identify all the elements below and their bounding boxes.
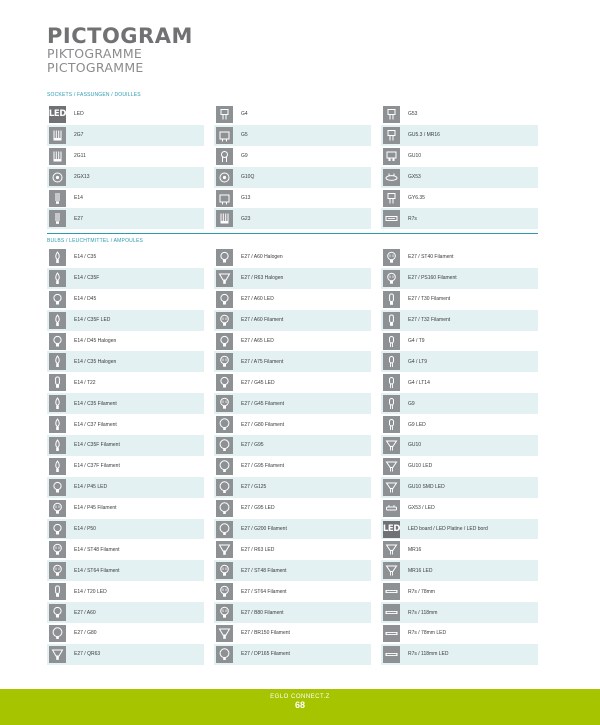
bulbs-item-label: E27 / A75 Filament xyxy=(241,358,284,365)
reflector-bulb-icon xyxy=(49,646,66,663)
sockets-item-label: G53 xyxy=(408,111,418,118)
bulbs-item xyxy=(381,498,538,519)
filament-bulb-icon xyxy=(49,541,66,558)
sockets-item xyxy=(214,188,371,209)
linear-bulb-icon xyxy=(383,625,400,642)
bulbs-item-label: E27 / B80 Filament xyxy=(241,609,284,616)
sockets-item xyxy=(47,104,204,125)
sockets-item-label: 2GX13 xyxy=(74,174,90,181)
bulbs-item-label: E27 / PS160 Filament xyxy=(408,275,457,282)
bulbs-item xyxy=(214,602,371,623)
bulbs-item xyxy=(381,560,538,581)
bulbs-grid xyxy=(47,247,538,665)
bulbs-item xyxy=(381,539,538,560)
pin-socket-icon xyxy=(383,106,400,123)
bulbs-item xyxy=(214,247,371,268)
bulbs-item xyxy=(381,477,538,498)
bulbs-item xyxy=(381,602,538,623)
bulbs-item xyxy=(214,623,371,644)
filament-bulb-icon xyxy=(383,249,400,266)
filament-bulb-icon xyxy=(216,562,233,579)
bulbs-item-label: GU10 LED xyxy=(408,463,433,470)
bulbs-item-label: E27 / ST48 Filament xyxy=(241,567,287,574)
bulbs-item xyxy=(381,372,538,393)
sockets-item-label: G23 xyxy=(241,215,251,222)
sockets-item-label: G4 xyxy=(241,111,248,118)
bulbs-item xyxy=(381,289,538,310)
filament-bulb-icon xyxy=(216,353,233,370)
bulbs-item xyxy=(214,331,371,352)
filament-bulb-icon xyxy=(216,583,233,600)
sockets-item xyxy=(47,146,204,167)
spot-bulb-icon xyxy=(383,541,400,558)
spot-bulb-icon xyxy=(383,479,400,496)
sockets-item xyxy=(47,208,204,229)
bulbs-item xyxy=(214,289,371,310)
capsule-bulb-icon xyxy=(383,395,400,412)
bulbs-item xyxy=(381,644,538,665)
sockets-item-label: GY6.35 xyxy=(408,195,425,201)
bulbs-item-label: E27 / A60 LED xyxy=(241,296,274,303)
bulbs-item xyxy=(47,519,204,540)
bulbs-section-label: BULBS / LEUCHTMITTEL / AMPOULES xyxy=(47,238,144,244)
bulbs-item xyxy=(47,644,204,665)
bulbs-item xyxy=(47,581,204,602)
capsule-bulb-icon xyxy=(383,374,400,391)
bulbs-item xyxy=(214,539,371,560)
bulbs-item-label: E27 / G45 LED xyxy=(241,379,275,386)
sockets-item-label: G9 xyxy=(241,153,248,160)
sockets-item xyxy=(47,125,204,146)
round-bulb-icon xyxy=(216,249,233,266)
bulbs-item-label: E14 / C35 xyxy=(74,254,97,261)
bulbs-item-label: E27 / QR63 xyxy=(74,651,101,658)
sockets-section-label: SOCKETS / FASSUNGEN / DOUILLES xyxy=(47,92,141,98)
bulbs-item xyxy=(381,414,538,435)
compact-socket-icon xyxy=(49,127,66,144)
tube-socket-icon xyxy=(216,127,233,144)
filament-bulb-icon xyxy=(216,312,233,329)
sockets-item-label: GU10 xyxy=(408,153,422,160)
bulbs-item-label: E27 / ST64 Filament xyxy=(241,588,287,595)
globe-bulb-icon xyxy=(216,458,233,475)
bulbs-item xyxy=(47,289,204,310)
led-text-icon: LED xyxy=(383,521,400,538)
ring-socket-icon xyxy=(216,169,233,186)
bulbs-item-label: E14 / C35F Filament xyxy=(74,442,120,449)
candle-bulb-icon xyxy=(49,416,66,433)
sockets-item xyxy=(214,208,371,229)
sockets-item xyxy=(381,146,538,167)
bulbs-item xyxy=(47,623,204,644)
globe-bulb-icon xyxy=(216,500,233,517)
bulbs-item-label: R7s / 118mm LED xyxy=(408,651,449,658)
pin-socket-icon xyxy=(383,127,400,144)
disc-bulb-icon xyxy=(383,500,400,517)
ring-socket-icon xyxy=(49,169,66,186)
bulbs-item xyxy=(214,644,371,665)
globe-bulb-icon xyxy=(216,416,233,433)
sockets-item-label: G13 xyxy=(241,195,251,201)
bulbs-item-label: LED board / LED Platine / LED bord xyxy=(408,526,488,533)
linear-bulb-icon xyxy=(383,646,400,663)
compact-socket-icon xyxy=(49,148,66,165)
bulbs-item-label: GX53 / LED xyxy=(408,505,435,512)
tube-bulb-icon xyxy=(383,291,400,308)
capsule-bulb-icon xyxy=(383,333,400,350)
bulbs-item-label: E27 / R63 Halogen xyxy=(241,275,284,282)
globe-bulb-icon xyxy=(216,479,233,496)
candle-bulb-icon xyxy=(49,395,66,412)
bulbs-item xyxy=(214,498,371,519)
sockets-item-label: LED xyxy=(74,111,84,118)
sockets-item-label: G10Q xyxy=(241,174,255,181)
bulbs-item xyxy=(381,247,538,268)
sockets-item xyxy=(381,188,538,209)
bulbs-item-label: E27 / ST40 Filament xyxy=(408,254,454,261)
bulbs-item-label: E14 / T20 LED xyxy=(74,588,107,595)
bulbs-item-label: MR16 xyxy=(408,546,422,553)
bulbs-item xyxy=(381,310,538,331)
bulbs-item-label: E14 / C35 Filament xyxy=(74,400,117,407)
sockets-item-label: GX53 xyxy=(408,174,421,181)
bulbs-item-label: MR16 LED xyxy=(408,567,433,574)
bulbs-item xyxy=(214,519,371,540)
bulbs-item-label: E27 / G95 Filament xyxy=(241,463,285,470)
sockets-item-label: GU5.3 / MR16 xyxy=(408,132,440,139)
bulbs-item xyxy=(47,351,204,372)
tube-bulb-icon xyxy=(49,374,66,391)
globe-bulb-icon xyxy=(216,437,233,454)
bulbs-item xyxy=(214,351,371,372)
pin-socket-icon xyxy=(216,106,233,123)
loop-socket-icon xyxy=(216,148,233,165)
bulbs-item-label: E14 / C35F xyxy=(74,275,100,282)
bulbs-item xyxy=(47,247,204,268)
sockets-item xyxy=(214,167,371,188)
pin-socket-icon xyxy=(383,190,400,207)
sockets-grid xyxy=(47,104,538,229)
sockets-item-label: E14 xyxy=(74,195,83,201)
round-bulb-icon xyxy=(49,604,66,621)
bulbs-item xyxy=(381,351,538,372)
filament-bulb-icon xyxy=(216,395,233,412)
page-title: PICTOGRAM xyxy=(47,24,193,48)
sockets-item xyxy=(381,125,538,146)
bulbs-item-label: E14 / C37F Filament xyxy=(74,463,120,470)
filament-bulb-icon xyxy=(49,562,66,579)
bulbs-item-label: E27 / A60 xyxy=(74,609,96,616)
bulbs-item xyxy=(381,581,538,602)
candle-bulb-icon xyxy=(49,437,66,454)
round-bulb-icon xyxy=(49,479,66,496)
globe-bulb-icon xyxy=(49,625,66,642)
page-number: 68 xyxy=(294,700,305,710)
bulbs-item xyxy=(214,268,371,289)
sockets-item xyxy=(381,167,538,188)
bulbs-item-label: E27 / G125 xyxy=(241,484,267,491)
bulbs-item xyxy=(214,581,371,602)
candle-bulb-icon xyxy=(49,353,66,370)
page-subtitle-de: PIKTOGRAMME xyxy=(47,46,143,61)
candle-bulb-icon xyxy=(49,270,66,287)
bulbs-item xyxy=(47,310,204,331)
bulbs-item xyxy=(47,477,204,498)
tube-socket-icon xyxy=(216,190,233,207)
filament-bulb-icon xyxy=(383,270,400,287)
bulbs-item-label: G9 xyxy=(408,400,415,407)
bulbs-item-label: E14 / D45 Halogen xyxy=(74,338,117,344)
bulbs-item-label: E14 / P45 LED xyxy=(74,484,108,491)
bulbs-item-label: E27 / A60 Halogen xyxy=(241,254,283,261)
round-bulb-icon xyxy=(216,333,233,350)
bulbs-item xyxy=(47,268,204,289)
page-header xyxy=(47,25,193,75)
spot-bulb-icon xyxy=(383,458,400,475)
compact-socket-icon xyxy=(216,210,233,227)
bulbs-item xyxy=(47,539,204,560)
bulbs-item-label: G4 / LT9 xyxy=(408,358,428,365)
bulbs-item xyxy=(47,414,204,435)
linear-bulb-icon xyxy=(383,604,400,621)
screw-socket-icon xyxy=(49,210,66,227)
bulbs-item xyxy=(381,393,538,414)
spot-bulb-icon xyxy=(383,437,400,454)
round-bulb-icon xyxy=(49,291,66,308)
bulbs-item xyxy=(47,372,204,393)
reflector-bulb-icon xyxy=(216,270,233,287)
bulbs-item xyxy=(47,498,204,519)
round-bulb-icon xyxy=(49,521,66,538)
bulbs-item-label: R7s / 78mm xyxy=(408,588,435,595)
bulbs-item xyxy=(381,268,538,289)
sockets-item-label: G5 xyxy=(241,132,248,139)
sockets-item-label: 2G7 xyxy=(74,132,84,139)
bulbs-item-label: E27 / G95 LED xyxy=(241,505,275,512)
led-text-icon: LED xyxy=(49,106,66,123)
bulbs-item xyxy=(214,310,371,331)
bulbs-item xyxy=(381,435,538,456)
filament-bulb-icon xyxy=(49,500,66,517)
bulbs-item xyxy=(214,435,371,456)
bulbs-item xyxy=(381,456,538,477)
bulbs-item-label: E27 / BR150 Filament xyxy=(241,630,290,637)
bulbs-item xyxy=(214,560,371,581)
sockets-item-label: R7s xyxy=(408,215,417,222)
bulbs-item-label: R7s / 118mm xyxy=(408,609,438,616)
bulbs-item xyxy=(47,456,204,477)
bulbs-item-label: G4 / LT14 xyxy=(408,379,430,386)
bulbs-item-label: E14 / P45 Filament xyxy=(74,505,117,512)
screw-socket-icon xyxy=(49,190,66,207)
bulbs-item xyxy=(214,372,371,393)
page-subtitle-fr: PICTOGRAMME xyxy=(47,60,144,75)
bulbs-item-label: E27 / DP165 Filament xyxy=(241,651,290,658)
disc-socket-icon xyxy=(383,169,400,186)
bulbs-item xyxy=(214,477,371,498)
bulbs-item-label: R7s / 78mm LED xyxy=(408,630,447,637)
bulbs-item-label: E14 / ST64 Filament xyxy=(74,567,120,574)
bulbs-item-label: E27 / A60 Filament xyxy=(241,317,284,324)
round-bulb-icon xyxy=(49,333,66,350)
footer-brand: EGLO CONNECT.Z xyxy=(270,694,330,700)
spot-bulb-icon xyxy=(383,562,400,579)
sockets-item xyxy=(214,146,371,167)
bulbs-item-label: GU10 SMD LED xyxy=(408,484,445,491)
bulbs-item-label: E27 / G95 xyxy=(241,442,264,449)
sockets-item xyxy=(214,125,371,146)
round-bulb-icon xyxy=(216,374,233,391)
candle-bulb-icon xyxy=(49,249,66,266)
bulbs-item-label: E14 / P50 xyxy=(74,526,96,533)
capsule-bulb-icon xyxy=(383,353,400,370)
bulbs-item-label: E27 / G80 Filament xyxy=(241,421,285,428)
bulbs-item xyxy=(381,519,538,540)
bulbs-item-label: E14 / C35F LED xyxy=(74,317,111,324)
sockets-item xyxy=(381,208,538,229)
bulbs-item-label: E27 / A65 LED xyxy=(241,338,274,344)
bulbs-item xyxy=(214,456,371,477)
section-divider xyxy=(47,233,538,234)
bulbs-item xyxy=(47,435,204,456)
linear-socket-icon xyxy=(383,210,400,227)
reflector-bulb-icon xyxy=(216,541,233,558)
bulbs-item-label: G4 / T9 xyxy=(408,338,425,344)
bulbs-item-label: E14 / C35 Halogen xyxy=(74,358,117,365)
bulbs-item xyxy=(381,331,538,352)
bulbs-item xyxy=(47,602,204,623)
bulbs-item-label: E14 / C37 Filament xyxy=(74,421,117,428)
bulbs-item xyxy=(47,393,204,414)
bulbs-item-label: E27 / G200 Filament xyxy=(241,526,287,533)
bulbs-item-label: E14 / ST48 Filament xyxy=(74,546,120,553)
bulbs-item xyxy=(214,393,371,414)
sockets-item-label: E27 xyxy=(74,215,83,222)
globe-bulb-icon xyxy=(216,646,233,663)
bulbs-item-label: E14 / D45 xyxy=(74,296,97,303)
sockets-item xyxy=(214,104,371,125)
bulbs-item xyxy=(381,623,538,644)
bulbs-item-label: E14 / T22 xyxy=(74,379,96,386)
bulbs-item-label: GU10 xyxy=(408,442,422,449)
bulbs-item xyxy=(214,414,371,435)
bulbs-item-label: E27 / T30 Filament xyxy=(408,296,451,303)
round-bulb-icon xyxy=(216,291,233,308)
bulbs-item-label: E27 / G80 xyxy=(74,630,97,637)
sockets-item xyxy=(47,167,204,188)
bulbs-item xyxy=(47,331,204,352)
tube-bulb-icon xyxy=(49,583,66,600)
sockets-item-label: 2G11 xyxy=(74,153,86,160)
candle-bulb-icon xyxy=(49,458,66,475)
bulbs-item-label: E27 / T32 Filament xyxy=(408,317,451,324)
filament-bulb-icon xyxy=(216,604,233,621)
twist-socket-icon xyxy=(383,148,400,165)
bulbs-item-label: E27 / G45 Filament xyxy=(241,400,285,407)
sockets-item xyxy=(47,188,204,209)
bulbs-item-label: E27 / R63 LED xyxy=(241,546,275,553)
sockets-item xyxy=(381,104,538,125)
capsule-bulb-icon xyxy=(383,416,400,433)
globe-bulb-icon xyxy=(216,521,233,538)
page-footer xyxy=(0,689,600,725)
bulbs-item-label: G9 LED xyxy=(408,421,426,428)
reflector-bulb-icon xyxy=(216,625,233,642)
candle-bulb-icon xyxy=(49,312,66,329)
linear-bulb-icon xyxy=(383,583,400,600)
tube-bulb-icon xyxy=(383,312,400,329)
bulbs-item xyxy=(47,560,204,581)
